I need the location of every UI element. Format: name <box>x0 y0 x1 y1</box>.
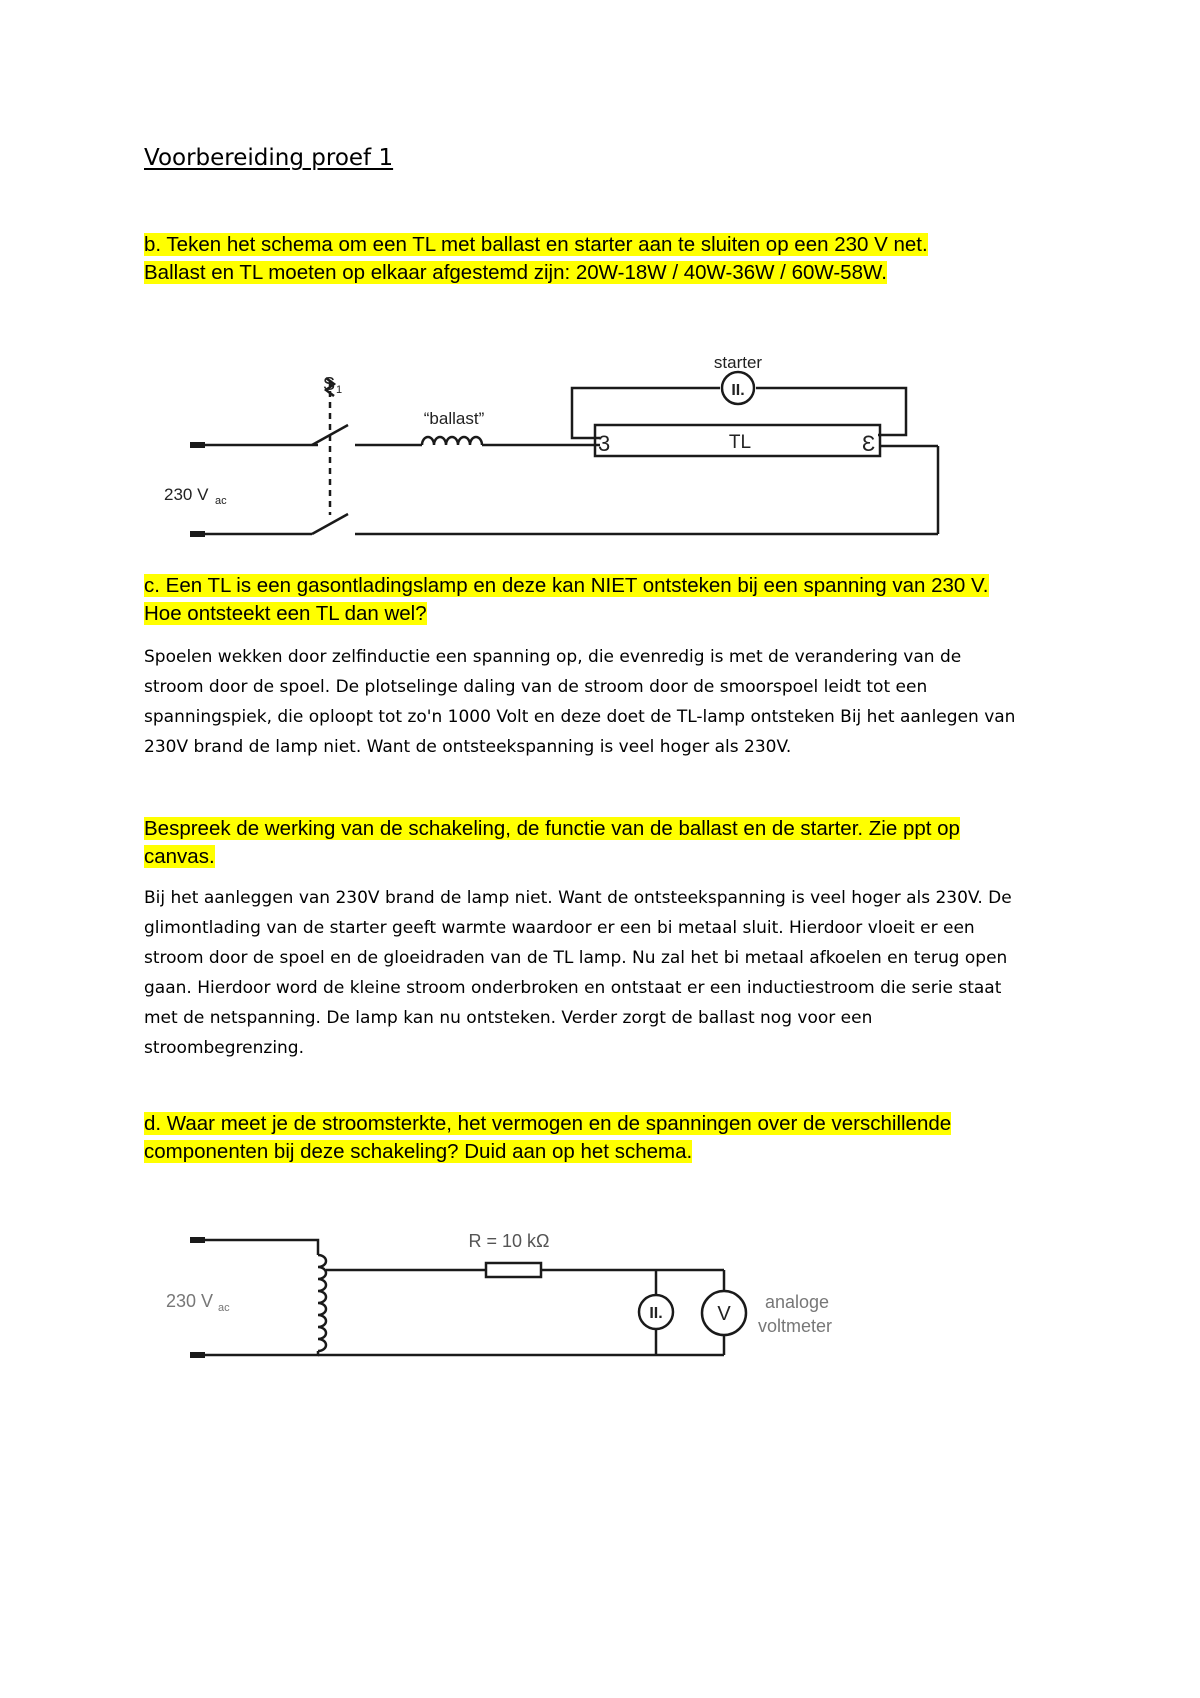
answer-bespreek-line-4: gaan. Hierdoor word de kleine stroom onderbroken en ontstaat er een inductiestroom die serie staat <box>144 978 1002 998</box>
source-label-sub: ac <box>215 495 227 507</box>
switch-label-sub: 1 <box>336 384 343 396</box>
answer-c-line-1: Spoelen wekken door zelfinductie een spanning op, die evenredig is met de verandering van de <box>144 647 962 667</box>
voltmeter-symbol: V <box>717 1303 731 1325</box>
switch-blade-bottom <box>312 514 348 534</box>
meter1-symbol: II. <box>649 1305 663 1322</box>
question-b-line-1: b. Teken het schema om een TL met ballast en starter aan te sluiten op een 230 V net. <box>144 233 928 256</box>
answer-bespreek-line-1: Bij het aanleggen van 230V brand de lamp niet. Want de ontsteekspanning is veel hoger als 230V. De <box>144 888 1012 908</box>
answer-bespreek-line-2: glimontlading van de starter geeft warmte waardoor er een bi metaal sluit. Hierdoor vloeit er een <box>144 918 975 938</box>
starter-label: starter <box>713 353 763 372</box>
source-label: 230 V <box>164 485 209 504</box>
question-d-line-1: d. Waar meet je de stroomsterkte, het vermogen en de spanningen over de verschillende <box>144 1112 952 1135</box>
question-b-line-2: Ballast en TL moeten op elkaar afgestemd zijn: 20W-18W / 40W-36W / 60W-58W. <box>144 261 887 284</box>
question-bespreek-line-1: Bespreek de werking van de schakeling, de functie van de ballast en de starter. Zie ppt op <box>144 817 960 840</box>
tl-circuit-diagram <box>0 340 1200 550</box>
measurement-circuit-diagram <box>0 1215 1200 1365</box>
answer-c-line-3: spanningspiek, die oploopt tot zo'n 1000 Volt en deze doet de TL-lamp ontsteken Bij het aanlegen van <box>144 707 1016 727</box>
answer-bespreek <box>144 883 1084 1063</box>
answer-c-line-2: stroom door de spoel. De plotselinge daling van de stroom door de smoorspoel leidt tot een <box>144 677 928 697</box>
switch-label: S <box>323 374 336 394</box>
source-label: 230 V <box>166 1291 214 1311</box>
question-c-line-1: c. Een TL is een gasontladingslamp en deze kan NIET ontsteken bij een spanning van 230 V. <box>144 574 989 597</box>
answer-bespreek-line-6: stroombegrenzing. <box>144 1038 305 1058</box>
question-d <box>144 1110 951 1166</box>
ballast-coil <box>422 437 482 445</box>
question-bespreek <box>144 815 960 871</box>
question-b <box>144 231 928 287</box>
answer-bespreek-line-3: stroom door de spoel en de gloeidraden van de TL lamp. Nu zal het bi metaal afkoelen en terug open <box>144 948 1008 968</box>
starter-symbol-text: II. <box>731 382 745 399</box>
ballast-label: “ballast” <box>423 409 485 428</box>
question-c-line-2: Hoe ontsteekt een TL dan wel? <box>144 602 427 625</box>
question-bespreek-line-2: canvas. <box>144 845 215 868</box>
question-d-line-2: componenten bij deze schakeling? Duid aan op het schema. <box>144 1140 693 1163</box>
tl-electrode-right: Ɛ <box>862 431 876 456</box>
answer-bespreek-line-5: met de netspanning. De lamp kan nu ontsteken. Verder zorgt de ballast nog voor een <box>144 1008 873 1028</box>
voltmeter-label-line-2: voltmeter <box>758 1316 833 1336</box>
wire-top-left <box>205 1240 318 1255</box>
question-c <box>144 572 989 628</box>
resistor-label: R = 10 kΩ <box>468 1231 550 1251</box>
resistor <box>486 1263 541 1277</box>
starter-wire-right <box>756 388 906 435</box>
wire-bottom-left <box>205 1351 318 1355</box>
transformer-coil <box>318 1255 326 1351</box>
voltmeter-label-line-1: analoge <box>765 1292 830 1312</box>
source-label-sub: ac <box>218 1302 230 1314</box>
answer-c <box>144 642 1084 762</box>
answer-c-line-4: 230V brand de lamp niet. Want de ontsteekspanning is veel hoger als 230V. <box>144 737 792 757</box>
page-title: Voorbereiding proef 1 <box>144 145 394 171</box>
tl-label: TL <box>728 432 752 453</box>
tl-electrode-left: 3 <box>598 431 611 456</box>
